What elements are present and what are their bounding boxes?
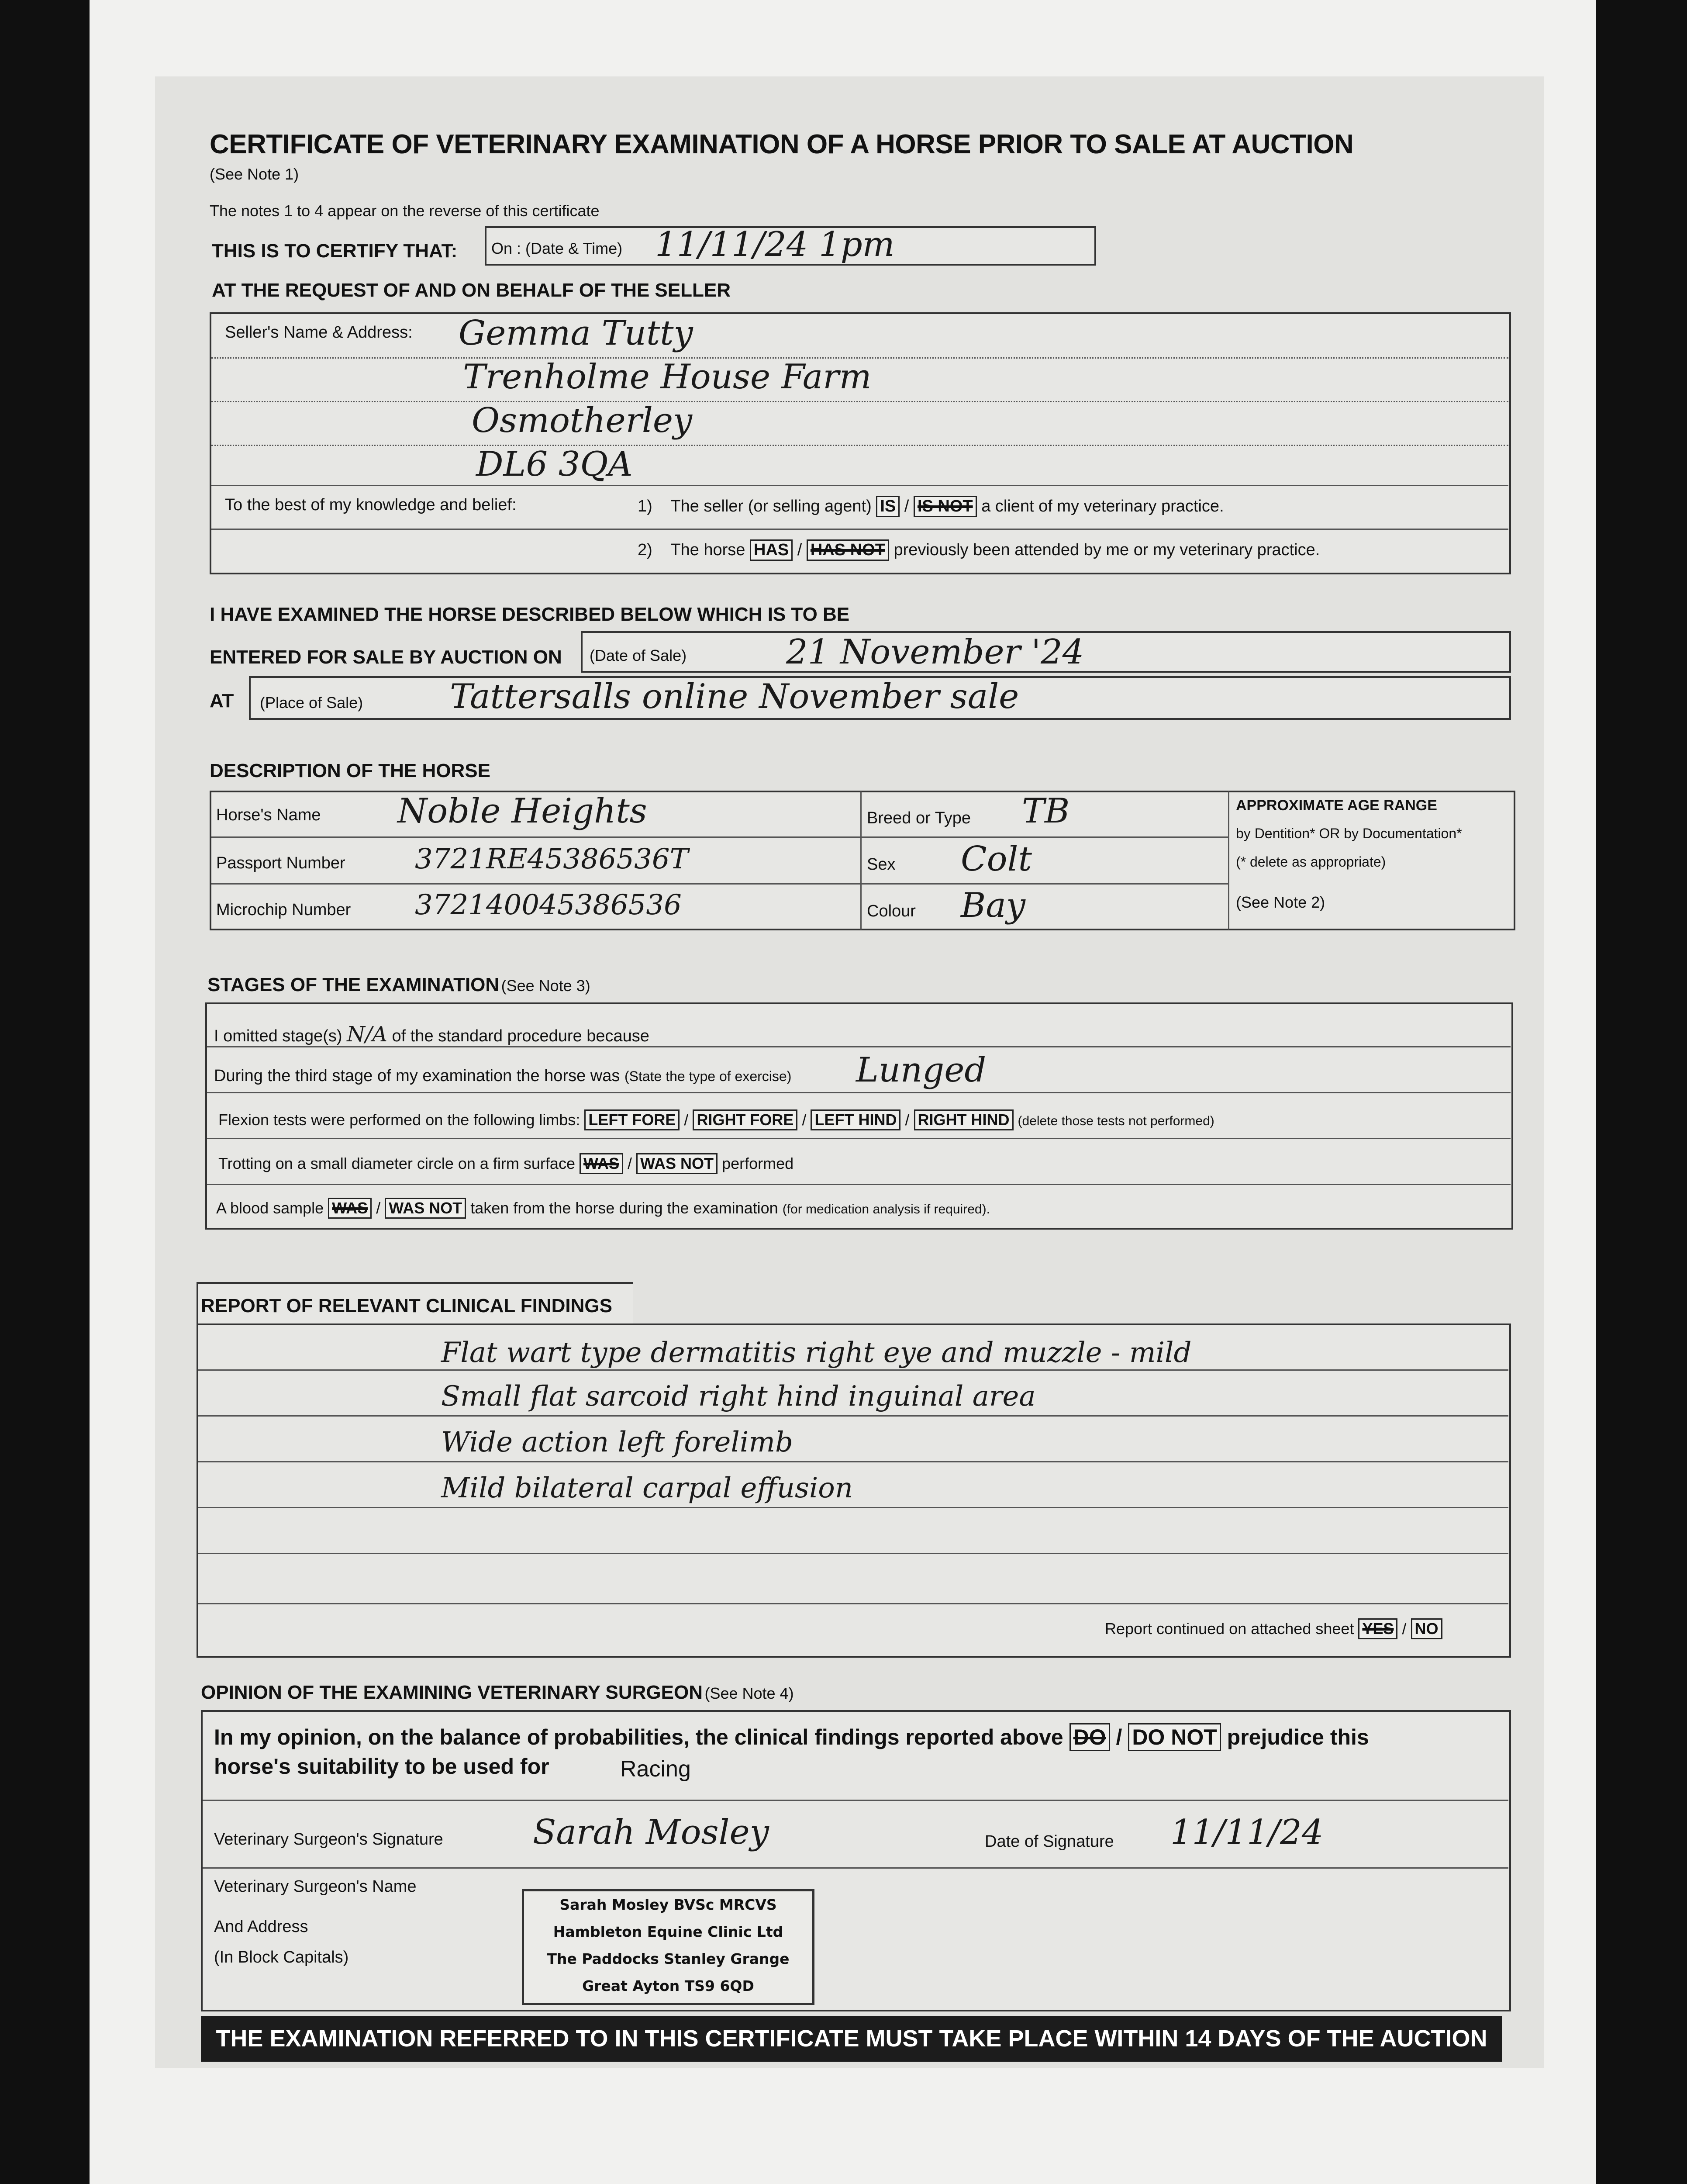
date-of-signature-label: Date of Signature: [985, 1832, 1114, 1851]
on-value: 11/11/24 1pm: [655, 225, 895, 264]
row-divider: [198, 1553, 1508, 1554]
slash: /: [1402, 1620, 1407, 1638]
slash: /: [628, 1154, 632, 1172]
omitted-post: of the standard procedure because: [392, 1027, 649, 1045]
stamp-line: Great Ayton TS9 6QD: [582, 1977, 754, 1994]
opinion-title: OPINION OF THE EXAMINING VETERINARY SURGEON: [201, 1682, 703, 1703]
see-note-1: (See Note 1): [210, 165, 299, 183]
opinion-statement: [214, 1723, 1369, 1751]
row-divider: [203, 1867, 1508, 1869]
slash: /: [802, 1111, 807, 1129]
seller-name-address-label: Seller's Name & Address:: [225, 323, 413, 342]
stages-note: (See Note 3): [501, 977, 590, 995]
flexion-text: Flexion tests were performed on the following limbs:: [218, 1111, 580, 1129]
finding-line: Small flat sarcoid right hind inguinal area: [441, 1380, 1036, 1413]
microchip-label: Microchip Number: [216, 901, 351, 919]
blood-was-not-option[interactable]: WAS NOT: [385, 1198, 466, 1219]
stages-heading: [207, 974, 590, 996]
finding-line: Flat wart type dermatitis right eye and muzzle - mild: [441, 1337, 1192, 1369]
finding-line: Mild bilateral carpal effusion: [441, 1472, 853, 1504]
do-not-option[interactable]: DO NOT: [1128, 1723, 1221, 1751]
trotting-row: [218, 1153, 793, 1174]
block-capitals-label: (In Block Capitals): [214, 1948, 349, 1966]
age-heading: APPROXIMATE AGE RANGE: [1236, 797, 1437, 814]
breed-label: Breed or Type: [867, 809, 971, 827]
third-stage-value: Lunged: [856, 1051, 987, 1090]
horse-name-value: Noble Heights: [397, 791, 647, 831]
row-divider: [207, 1138, 1511, 1139]
colour-label: Colour: [867, 902, 916, 920]
third-stage-text: During the third stage of my examination the horse was: [214, 1067, 620, 1085]
third-stage-note: (State the type of exercise): [624, 1068, 792, 1084]
blood-was-option[interactable]: WAS: [328, 1198, 372, 1219]
right-fore-option[interactable]: RIGHT FORE: [693, 1109, 797, 1130]
opinion-heading: [201, 1682, 794, 1704]
seller-line-divider: [211, 445, 1508, 446]
row-divider: [198, 1369, 1508, 1371]
report-continued-row: [1105, 1618, 1442, 1639]
omitted-stage-row: [214, 1022, 649, 1047]
seller-line-divider: [211, 529, 1508, 530]
address-label: And Address: [214, 1918, 308, 1936]
seller-box: [210, 312, 1511, 574]
left-hind-option[interactable]: LEFT HIND: [811, 1109, 900, 1130]
examined-label: I HAVE EXAMINED THE HORSE DESCRIBED BELOW WHICH IS TO BE: [210, 604, 850, 625]
row-divider: [207, 1092, 1511, 1093]
item1-post: a client of my veterinary practice.: [981, 497, 1224, 515]
stamp-line: The Paddocks Stanley Grange: [547, 1950, 790, 1967]
has-option[interactable]: HAS: [750, 539, 793, 561]
date-of-signature-value: 11/11/24: [1170, 1813, 1324, 1852]
blood-post: taken from the horse during the examination: [470, 1199, 778, 1217]
is-not-option[interactable]: IS NOT: [914, 496, 977, 517]
omitted-pre: I omitted stage(s): [214, 1027, 342, 1045]
certificate-title: CERTIFICATE OF VETERINARY EXAMINATION OF A HORSE PRIOR TO SALE AT AUCTION: [210, 129, 1354, 159]
signature-value: Sarah Mosley: [533, 1813, 769, 1852]
row-divider: [198, 1461, 1508, 1462]
passport-value: 3721RE45386536T: [415, 843, 689, 875]
notes-line: The notes 1 to 4 appear on the reverse of this certificate: [210, 202, 600, 220]
seller-address-line: DL6 3QA: [476, 445, 633, 484]
opinion-text: In my opinion, on the balance of probabilities, the clinical findings reported above: [214, 1725, 1063, 1749]
blood-note: (for medication analysis if required).: [782, 1202, 990, 1216]
slash: /: [905, 1111, 910, 1129]
date-of-sale-label: (Date of Sale): [590, 646, 687, 664]
description-heading: DESCRIPTION OF THE HORSE: [210, 760, 490, 781]
report-continued-label: Report continued on attached sheet: [1105, 1620, 1354, 1638]
trotting-text: Trotting on a small diameter circle on a firm surface: [218, 1154, 575, 1172]
item2-number: 2): [638, 541, 652, 559]
certify-label: THIS IS TO CERTIFY THAT:: [212, 240, 458, 262]
performed-text: performed: [722, 1154, 794, 1172]
row-divider: [198, 1507, 1508, 1508]
trotting-was-option[interactable]: WAS: [580, 1153, 623, 1174]
omitted-value: N/A: [347, 1022, 387, 1047]
column-divider: [1228, 791, 1229, 930]
findings-heading: REPORT OF RELEVANT CLINICAL FINDINGS: [201, 1295, 612, 1317]
date-of-sale-value: 21 November '24: [786, 632, 1084, 672]
colour-value: Bay: [961, 886, 1025, 925]
place-of-sale-label: (Place of Sale): [260, 694, 363, 712]
blood-text: A blood sample: [216, 1199, 324, 1217]
right-hind-option[interactable]: RIGHT HIND: [914, 1109, 1014, 1130]
item1-text: The seller (or selling agent): [670, 497, 872, 515]
microchip-value: 372140045386536: [415, 889, 682, 921]
age-see-note: (See Note 2): [1236, 893, 1325, 911]
stamp-line: Sarah Mosley BVSc MRCVS: [559, 1896, 777, 1913]
vet-practice-stamp: [522, 1889, 814, 2005]
stamp-line: Hambleton Equine Clinic Ltd: [553, 1923, 783, 1940]
continued-no-option[interactable]: NO: [1411, 1618, 1442, 1639]
sex-value: Colt: [961, 840, 1032, 879]
seller-address-line: Trenholme House Farm: [463, 357, 872, 397]
use-value: Racing: [620, 1756, 691, 1782]
request-label: AT THE REQUEST OF AND ON BEHALF OF THE SELLER: [212, 280, 731, 301]
passport-label: Passport Number: [216, 854, 345, 872]
opinion-post: prejudice this: [1227, 1725, 1369, 1749]
is-option[interactable]: IS: [876, 496, 900, 517]
footer-banner: THE EXAMINATION REFERRED TO IN THIS CERTIFICATE MUST TAKE PLACE WITHIN 14 DAYS OF THE AUCTION: [201, 2016, 1502, 2062]
row-divider: [211, 836, 1229, 838]
client-statement: [638, 496, 1224, 517]
item1-number: 1): [638, 497, 652, 515]
sex-label: Sex: [867, 855, 896, 874]
row-divider: [207, 1184, 1511, 1185]
findings-box: [197, 1324, 1511, 1658]
row-divider: [198, 1603, 1508, 1604]
slash: /: [797, 541, 802, 559]
knowledge-label: To the best of my knowledge and belief:: [225, 496, 517, 514]
attended-statement: [638, 539, 1320, 561]
trotting-was-not-option[interactable]: WAS NOT: [636, 1153, 718, 1174]
breed-value: TB: [1022, 791, 1070, 831]
flexion-note: (delete those tests not performed): [1018, 1114, 1214, 1128]
item2-text: The horse: [670, 541, 745, 559]
item2-post: previously been attended by me or my veterinary practice.: [894, 541, 1320, 559]
continued-yes-option[interactable]: YES: [1358, 1618, 1397, 1639]
horse-name-label: Horse's Name: [216, 806, 321, 824]
opinion-note: (See Note 4): [704, 1684, 794, 1702]
flexion-row: [218, 1109, 1214, 1130]
third-stage-row: [214, 1067, 791, 1085]
seller-line-divider: [211, 485, 1508, 486]
signature-label: Veterinary Surgeon's Signature: [214, 1830, 443, 1849]
row-divider: [198, 1415, 1508, 1417]
row-divider: [211, 883, 1229, 885]
slash: /: [376, 1199, 381, 1217]
surgeon-name-label: Veterinary Surgeon's Name: [214, 1877, 417, 1896]
blood-sample-row: [216, 1198, 990, 1219]
stages-title: STAGES OF THE EXAMINATION: [207, 974, 500, 995]
do-option[interactable]: DO: [1069, 1723, 1110, 1751]
at-label: AT: [210, 690, 234, 712]
has-not-option[interactable]: HAS NOT: [807, 539, 889, 561]
suitability-label: horse's suitability to be used for: [214, 1754, 549, 1779]
left-fore-option[interactable]: LEFT FORE: [584, 1109, 680, 1130]
column-divider: [860, 791, 862, 930]
seller-address-line: Osmotherley: [472, 401, 693, 440]
seller-line-divider: [211, 401, 1508, 402]
seller-name-line: Gemma Tutty: [459, 314, 693, 353]
age-method: by Dentition* OR by Documentation*: [1236, 826, 1462, 841]
on-label: On : (Date & Time): [491, 239, 623, 257]
entered-label: ENTERED FOR SALE BY AUCTION ON: [210, 646, 562, 668]
slash: /: [684, 1111, 689, 1129]
slash: /: [1116, 1725, 1122, 1749]
place-of-sale-value: Tattersalls online November sale: [450, 677, 1019, 716]
age-delete-note: (* delete as appropriate): [1236, 854, 1386, 870]
row-divider: [203, 1800, 1508, 1801]
slash: /: [904, 497, 909, 515]
finding-line: Wide action left forelimb: [441, 1426, 793, 1458]
